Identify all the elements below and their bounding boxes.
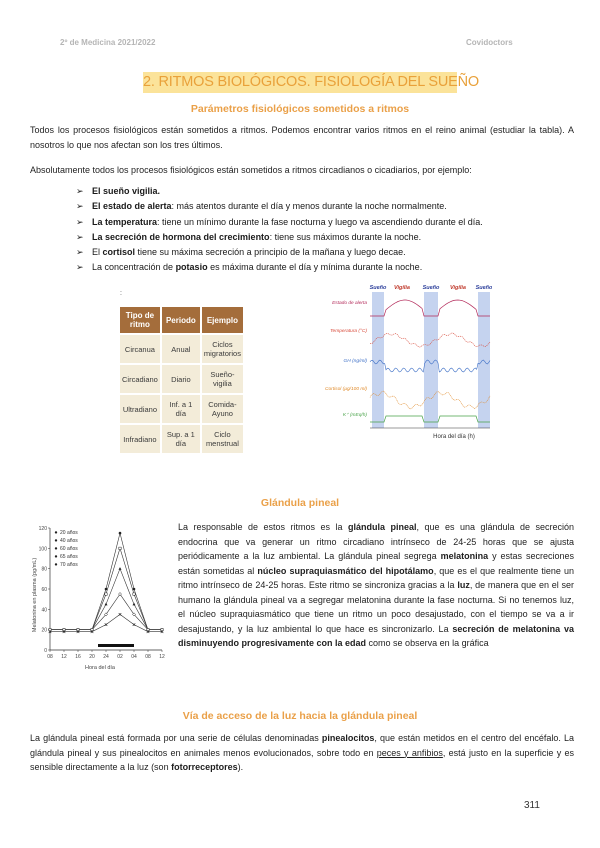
data-point (119, 613, 122, 616)
bullet-text: : más atentos durante el día y menos durante la noche normalmente. (171, 201, 447, 212)
table-cell: Anual (161, 334, 201, 364)
text-run: ). (237, 762, 244, 772)
text-underlined: peces y anfibios (376, 747, 443, 758)
chart-axes (39, 526, 165, 660)
arrow-icon: ➢ (76, 262, 84, 273)
data-point (133, 593, 135, 595)
phase-label: Sueño (422, 285, 440, 291)
x-axis-label: Hora del día (h) (433, 434, 475, 440)
data-point (105, 603, 108, 606)
track-label: Temperatura (°C) (330, 329, 367, 334)
data-point (133, 623, 136, 626)
bullet-bold: cortisol (102, 247, 136, 258)
bullet-text: : tiene sus máximos durante la noche. (269, 231, 422, 242)
page-title: 2. RITMOS BIOLÓGICOS. FISIOLOGÍA DEL SUEÑO (143, 72, 457, 93)
header-author: Covidoctors (466, 38, 513, 47)
legend-label: 70 años (60, 562, 78, 568)
table-row (120, 394, 243, 424)
y-tick-label: 0 (44, 648, 47, 654)
table-cell: Ultradiano (120, 394, 161, 424)
bullet-bold: La temperatura (92, 216, 158, 227)
text-bold: melatonina (440, 551, 489, 561)
legend-marker (55, 531, 57, 533)
night-bar (98, 644, 134, 647)
text-run: , que es el que realmente tiene un ritmo intrínseco de 24-25 horas. Este ritmo se sincroniza gracias a la (178, 565, 574, 590)
table-cell: Ciclo menstrual (201, 424, 243, 453)
y-tick-label: 80 (41, 566, 47, 573)
track-label: Cortisol (µg/100 ml) (325, 387, 367, 392)
text-bold: núcleo supraquiasmático del hipotálamo (257, 565, 434, 576)
table-row (120, 334, 243, 364)
text-bold: glándula pineal (347, 522, 417, 532)
track-label: GH (ng/ml) (343, 359, 367, 364)
x-tick-label: 24 (103, 654, 109, 660)
table-cell: Infradiano (120, 424, 161, 453)
text-bold: fotorreceptores (171, 762, 238, 772)
section-heading-pineal: Glándula pineal (260, 497, 340, 509)
text-run: y estas secreciones están sometidas al (178, 551, 574, 576)
x-axis-label: Hora del día (85, 665, 115, 671)
bullet-text: : tiene un mínimo durante la fase nocturna y luego va ascendiendo durante el día. (157, 216, 483, 227)
text-run: La glándula pineal está formada por una serie de células denominadas (30, 733, 322, 743)
bullet-item (76, 260, 483, 275)
data-point (105, 623, 108, 626)
arrow-icon: ➢ (76, 216, 84, 227)
table-cell: Comida-Ayuno (201, 394, 243, 424)
y-tick-label: 20 (41, 627, 47, 634)
table-header: Periodo (161, 307, 201, 334)
page-number: 311 (524, 800, 540, 811)
bullet-item (76, 245, 483, 260)
bullet-item (76, 184, 483, 199)
text-run: La responsable de estos ritmos es la (178, 522, 348, 532)
text-run: , de manera que en el ser humano la glándula pineal va a segregar melatonina durante la fase nocturna. Si no tenemos luz, el núcleo supraquiasmático que tiene un ritmo un poco desajustado, con el tiempo se va a ir desajustando, y la luz ambiental lo que hace es sincronizarlo. La (178, 580, 574, 634)
table-header: Tipo de ritmo (120, 307, 161, 334)
table-cell: Ciclos migratorios (201, 334, 243, 364)
bullet-item (76, 215, 483, 230)
section-heading-light-pathway: Vía de acceso de la luz hacia la glándula pineal (182, 710, 418, 722)
track-label: Estado de alerta (332, 301, 367, 306)
table-header-row (120, 307, 243, 334)
legend-marker (55, 547, 57, 549)
legend-label: 40 años (60, 538, 78, 544)
y-tick-label: 100 (38, 546, 47, 553)
x-tick-label: 12 (61, 654, 67, 660)
section-heading-params: Parámetros fisiológicos sometidos a ritmos (190, 103, 410, 115)
data-point (119, 547, 121, 549)
stray-mark: : (120, 290, 122, 297)
y-tick-label: 40 (41, 607, 47, 614)
table-cell: Circadiano (120, 364, 161, 394)
x-tick-label: 12 (159, 654, 165, 660)
bullet-text: es máxima durante el día y mínima durante la noche. (207, 262, 423, 273)
legend-label: 20 años (60, 530, 78, 536)
text-run: como se observa en la gráfica (366, 638, 489, 648)
table-cell: Circanua (120, 334, 161, 364)
text-bold: pinealocitos (321, 733, 375, 743)
paragraph-light-pathway (30, 731, 574, 775)
table-header: Ejemplo (201, 307, 243, 334)
legend-marker (55, 555, 57, 557)
arrow-icon: ➢ (76, 247, 84, 258)
table-cell: Diario (161, 364, 201, 394)
phase-label: Sueño (369, 285, 387, 291)
y-tick-label: 60 (41, 587, 47, 593)
data-point (133, 588, 136, 591)
table-cell: Inf. a 1 día (161, 394, 201, 424)
phase-label: Vigilia (394, 285, 410, 291)
melatonin-age-chart (28, 520, 168, 672)
text-run: , que es una glándula de secreción endocrina que va generar un ritmo circadiano intrínseco de 24-25 horas que se ajusta periódicamente a la luz ambiental. La glándula pineal segrega (178, 522, 574, 561)
arrow-icon: ➢ (76, 201, 84, 212)
data-point (119, 532, 122, 535)
data-point (105, 588, 108, 591)
series-line (50, 569, 162, 630)
circadian-rhythms-figure (320, 282, 492, 440)
table-cell: Sueño-vigilia (201, 364, 243, 394)
table-row (120, 424, 243, 453)
bullet-bold: potasio (175, 262, 208, 273)
phase-label: Sueño (475, 285, 492, 291)
bullet-item (76, 199, 483, 214)
sleep-band (478, 292, 490, 428)
x-tick-label: 20 (89, 654, 95, 660)
bullet-item (76, 230, 483, 245)
rhythm-types-table (120, 307, 243, 453)
sleep-band (372, 292, 384, 428)
legend-marker (55, 539, 57, 541)
bullet-text: tiene su máxima secreción a principio de la mañana y luego decae. (135, 247, 406, 258)
bullet-text: La concentración de (92, 262, 176, 273)
data-point (133, 603, 136, 606)
bullet-bold: La secreción de hormona del crecimiento (92, 231, 270, 242)
x-tick-label: 16 (75, 654, 81, 660)
paragraph-params-1: Todos los procesos fisiológicos están sometidos a ritmos. Podemos encontrar varios ritmos en el reino animal (estudiar la tabla). A nosotros lo que nos afectan son los tres últimos. (30, 125, 574, 150)
y-tick-label: 120 (38, 526, 47, 532)
text-bold: luz (457, 580, 470, 590)
y-axis-label: Melatonina en plasma (pg/mL) (32, 557, 38, 633)
arrow-icon: ➢ (76, 231, 84, 242)
text-bold: secreción de melatonina va disminuyendo progresivamente con la edad (178, 623, 574, 648)
data-point (119, 567, 122, 570)
bullet-bold: El estado de alerta (92, 201, 172, 212)
legend-marker (55, 563, 57, 565)
phase-label: Vigilia (450, 285, 466, 291)
text-run: , que están metidos en el centro del encéfalo. La glándula pineal y sus pinealocitos en animales menos evolucionados, sobre todo en (30, 733, 574, 758)
bullet-list-circadian (76, 184, 483, 276)
x-tick-label: 08 (145, 654, 151, 660)
text-run: , está justo en la superficie y es sensible directamente a la luz (son (30, 747, 574, 772)
legend-label: 65 años (60, 554, 78, 560)
x-tick-label: 02 (117, 654, 123, 660)
arrow-icon: ➢ (76, 186, 84, 196)
data-point (105, 593, 107, 595)
paragraph-pineal (178, 520, 574, 651)
bullet-bold: El sueño vigilia. (92, 186, 161, 196)
table-cell: Sup. a 1 día (161, 424, 201, 453)
x-tick-label: 08 (47, 654, 53, 660)
chart-legend (55, 530, 78, 568)
header-course: 2º de Medicina 2021/2022 (60, 38, 156, 47)
legend-label: 60 años (60, 546, 78, 552)
bullet-text: El (92, 247, 103, 258)
table-row (120, 364, 243, 394)
x-tick-label: 04 (131, 654, 137, 660)
track-label: K⁺ (mEq/h) (342, 413, 367, 418)
paragraph-params-2: Absolutamente todos los procesos fisiológicos están sometidos a ritmos circadianos o cicadiarios, por ejemplo: (30, 165, 472, 175)
